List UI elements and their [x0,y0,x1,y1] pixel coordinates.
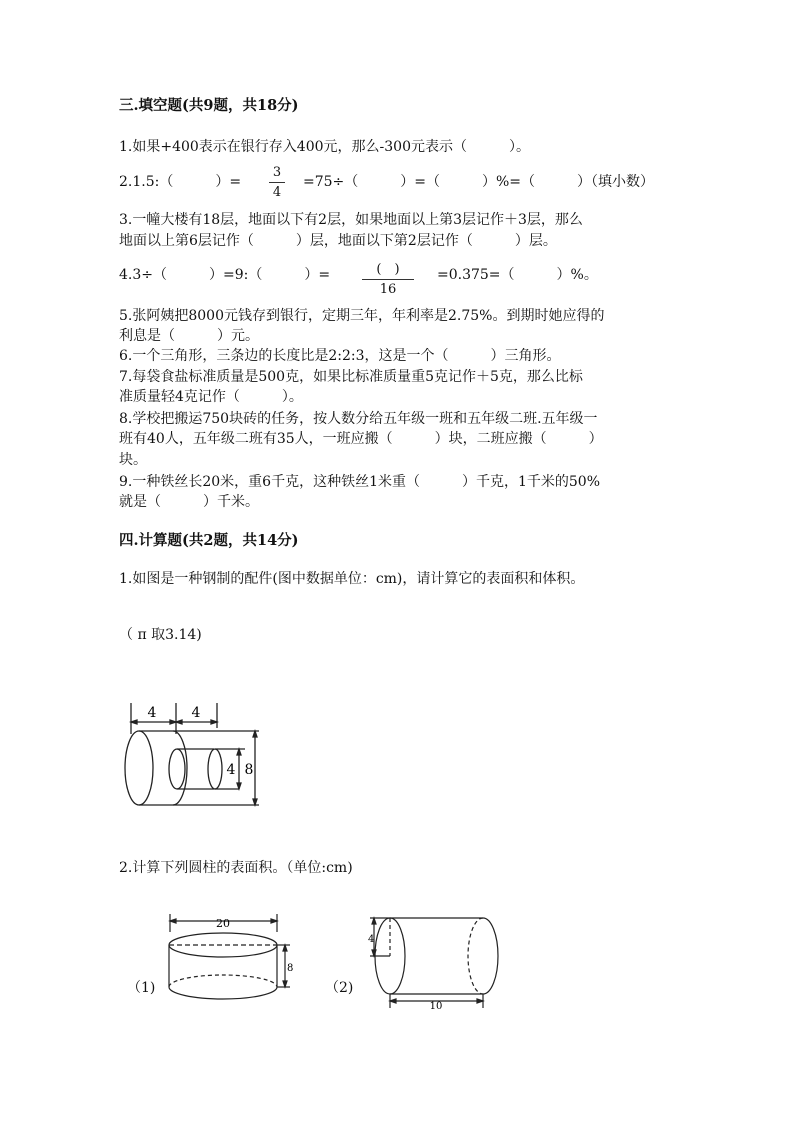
figure-2-label: （1) [127,980,156,996]
steel-part-figure [115,700,275,812]
question-3-3-line1: 3.一幢大楼有18层，地面以下有2层，如果地面以上第3层记作＋3层，那么 [119,212,583,228]
cylinder-1-height-label: 8 [287,963,294,974]
question-3-6: 6.一个三角形，三条边的长度比是2:2:3，这是一个（ ）三角形。 [119,348,561,364]
question-3-9-line2: 就是（ ）千米。 [119,494,259,510]
fraction-numerator: 3 [272,165,282,180]
question-3-8-line3: 块。 [119,452,147,468]
cylinder-1-figure [160,910,300,1008]
figure-3-label: （2) [325,980,354,996]
question-3-3-line2: 地面以上第6层记作（ ）层，地面以下第2层记作（ ）层。 [119,233,557,249]
dim-label-left: 4 [147,705,157,721]
question-3-5-line2: 利息是（ ）元。 [119,328,259,344]
question-3-4-part-a: 4.3÷（ ）=9:（ ）= [119,267,331,283]
question-3-2-part-a: 2.1.5:（ ）= [119,174,242,190]
question-4-1: 1.如图是一种钢制的配件(图中数据单位：cm)，请计算它的表面积和体积。 [119,571,585,587]
question-4-2: 2.计算下列圆柱的表面积。（单位:cm) [119,860,353,876]
dim-label-right: 4 [191,705,201,721]
question-3-2-part-b: =75÷（ ）=（ ）%=（ ）（填小数） [303,174,655,190]
dim-label-small-diameter: 4 [226,762,236,778]
question-3-7-line1: 7.每袋食盐标准质量是500克，如果比标准质量重5克记作＋5克，那么比标 [119,369,583,385]
question-3-8-line2: 班有40人，五年级二班有35人，一班应搬（ ）块，二班应搬（ ） [119,431,603,447]
cylinder-1-diameter-label: 20 [216,917,230,930]
question-3-4-part-b: =0.375=（ ）%。 [437,267,598,283]
question-3-1: 1.如果+400表示在银行存入400元，那么-300元表示（ ）。 [119,139,530,155]
question-4-1-pi-note: （ π 取3.14) [119,627,202,643]
section3-heading: 三.填空题(共9题，共18分) [119,97,299,114]
question-3-5-line1: 5.张阿姨把8000元钱存到银行，定期三年，年利率是2.75%。到期时她应得的 [119,308,605,324]
question-3-8-line1: 8.学校把搬运750块砖的任务，按人数分给五年级一班和五年级二班.五年级一 [119,411,598,427]
fraction-denominator: 4 [272,185,282,200]
cylinder-2-length-label: 10 [429,1001,443,1010]
question-3-9-line1: 9.一种铁丝长20米，重6千克，这种铁丝1米重（ ）千克，1千米的50% [119,474,601,490]
fraction-denominator: 16 [379,282,397,297]
fraction-numerator: ( ) [376,262,400,277]
dim-label-large-diameter: 8 [244,762,254,778]
section4-heading: 四.计算题(共2题，共14分) [119,532,299,549]
cylinder-2-figure [360,910,505,1010]
fraction-blank-sixteen [362,258,414,297]
fraction-three-quarters [269,165,285,200]
question-3-7-line2: 准质量轻4克记作（ ）。 [119,389,303,405]
cylinder-2-radius-label: 4 [368,934,375,945]
